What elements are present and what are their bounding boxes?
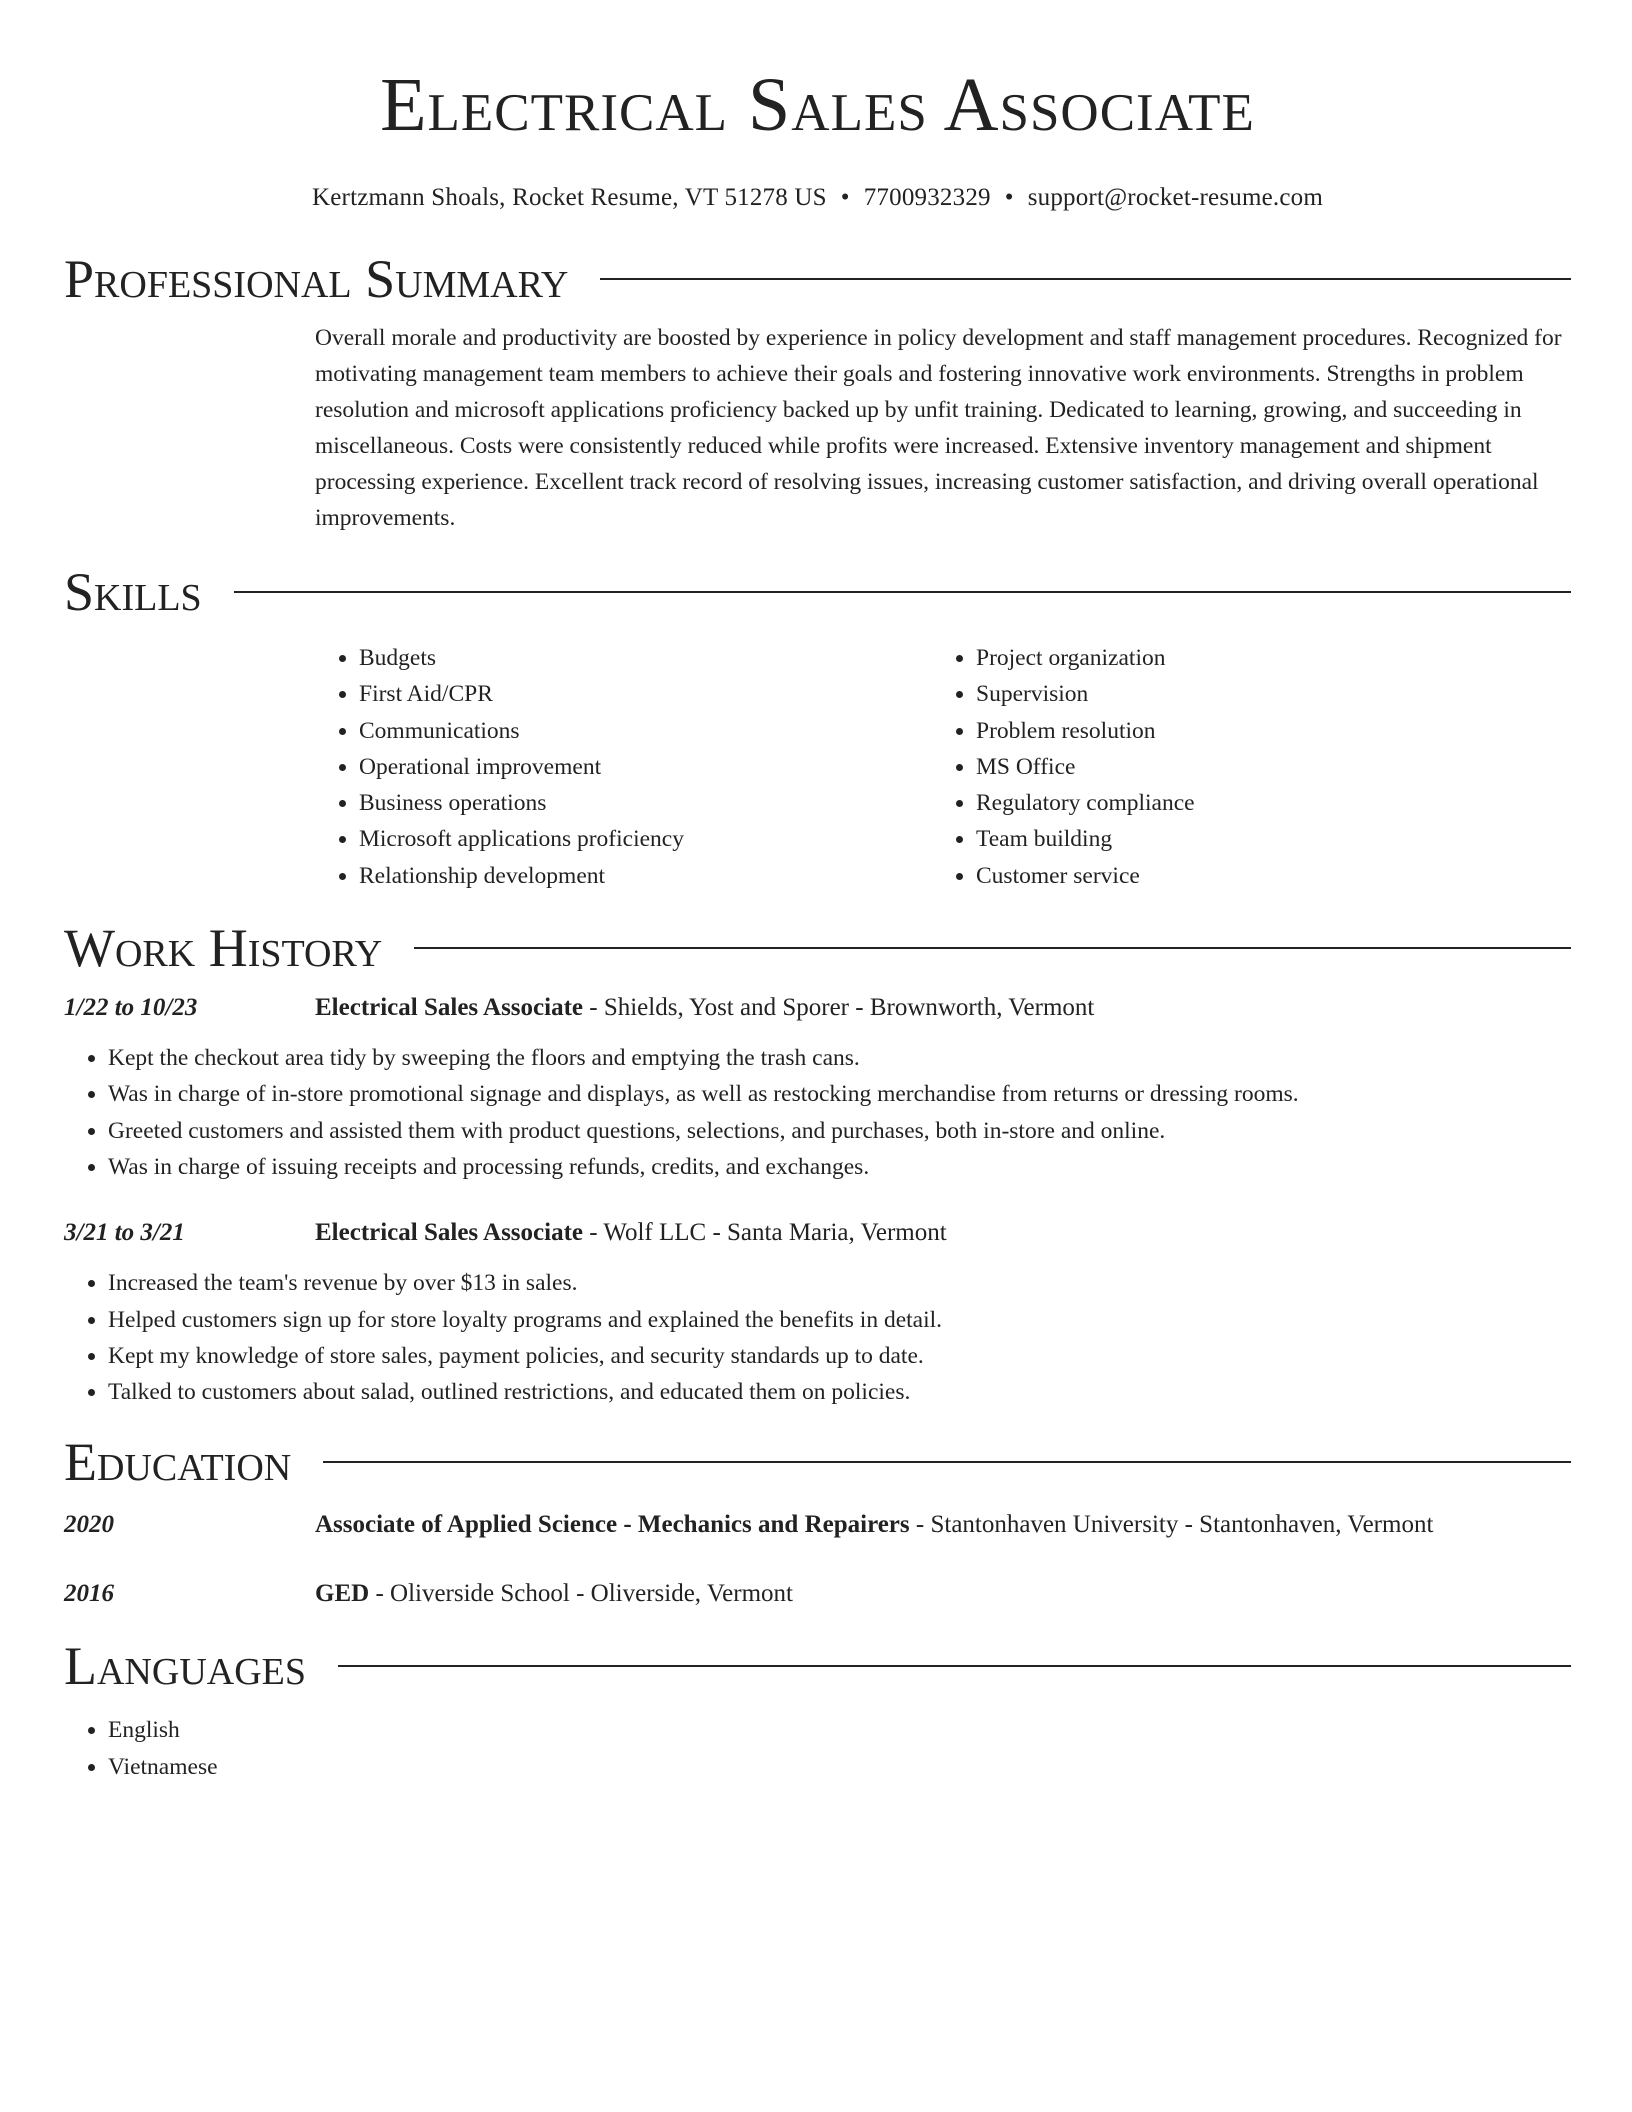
skill-item: • Supervision	[976, 676, 1549, 712]
contact-email: support@rocket-resume.com	[1027, 184, 1323, 211]
education-date: 2016	[64, 1580, 114, 1608]
skill-item: • Business operations	[359, 785, 932, 821]
skill-item: • Customer service	[976, 858, 1549, 894]
summary-section-header	[64, 247, 1571, 311]
contact-address: Kertzmann Shoals, Rocket Resume, VT 51278 US	[312, 184, 827, 211]
skill-item: • Operational improvement	[359, 749, 932, 785]
skill-item: • First Aid/CPR	[359, 676, 932, 712]
work-entry	[64, 990, 1571, 1185]
education-date: 2020	[64, 1511, 114, 1539]
skill-item: • Microsoft applications proficiency	[359, 821, 932, 857]
job-bullet: • Greeted customers and assisted them with product questions, selections, and purchases, both in-store and online.	[108, 1113, 1571, 1149]
work-title-line	[315, 1215, 947, 1251]
skill-item: • Communications	[359, 713, 932, 749]
job-details: - Wolf LLC - Santa Maria, Vermont	[583, 1219, 947, 1247]
work-title-line	[315, 990, 1094, 1026]
education-section-header	[64, 1430, 1571, 1494]
skill-item: • Team building	[976, 821, 1549, 857]
skills-list	[315, 640, 1571, 894]
job-role: Electrical Sales Associate	[315, 994, 583, 1022]
summary-text: Overall morale and productivity are boosted by experience in policy development and staff management procedures. Recognized for motivating management team members to achieve their goals and fostering innovative work environments. Strengths in problem resolution and microsoft applications proficiency backed up by unfit training. Dedicated to learning, growing, and succeeding in miscellaneous. Costs were consistently reduced while profits were increased. Extensive inventory management and shipment processing experience. Excellent track record of resolving issues, increasing customer satisfaction, and driving overall operational improvements.	[315, 325, 1562, 531]
contact-separator: •	[840, 184, 850, 211]
job-bullet: • Was in charge of issuing receipts and processing refunds, credits, and exchanges.	[108, 1149, 1571, 1185]
section-divider	[234, 591, 1571, 593]
section-divider	[600, 278, 1571, 280]
job-bullet: • Kept my knowledge of store sales, payment policies, and security standards up to date.	[108, 1338, 1571, 1374]
work-section-header	[64, 916, 1571, 980]
contact-phone: 7700932329	[863, 184, 991, 211]
languages-title: Languages	[64, 1636, 306, 1697]
language-item: • English	[108, 1712, 1571, 1748]
skills-column-right	[932, 640, 1549, 894]
degree-name: Associate of Applied Science - Mechanics and Repairers	[315, 1511, 910, 1539]
education-title-line	[315, 1576, 793, 1612]
school-details: - Oliverside School - Oliverside, Vermont	[369, 1580, 793, 1608]
job-bullet: • Increased the team's revenue by over $13 in sales.	[108, 1265, 1571, 1301]
work-date: 1/22 to 10/23	[64, 994, 198, 1022]
summary-title: Professional Summary	[64, 249, 569, 309]
skill-item: • Project organization	[976, 640, 1549, 676]
skill-item: • Regulatory compliance	[976, 785, 1549, 821]
job-bullets	[64, 1265, 1571, 1410]
school-details: - Stantonhaven University - Stantonhaven, Vermont	[909, 1511, 1434, 1539]
skill-item: • Problem resolution	[976, 713, 1549, 749]
job-bullets	[64, 1040, 1571, 1185]
work-date: 3/21 to 3/21	[64, 1219, 185, 1247]
job-bullet: • Helped customers sign up for store loyalty programs and explained the benefits in detail.	[108, 1302, 1571, 1338]
education-entry	[64, 1576, 1571, 1612]
resume-page	[64, 0, 1571, 1785]
work-entry	[64, 1215, 1571, 1410]
languages-list	[64, 1712, 1571, 1785]
contact-line	[64, 182, 1571, 214]
skills-title: Skills	[64, 562, 202, 622]
language-item: • Vietnamese	[108, 1749, 1571, 1785]
job-details: - Shields, Yost and Sporer - Brownworth, Vermont	[583, 994, 1095, 1022]
resume-name: Electrical Sales Associate	[380, 63, 1255, 147]
section-divider	[323, 1461, 1571, 1463]
skills-section-header	[64, 560, 1571, 624]
job-bullet: • Was in charge of in-store promotional signage and displays, as well as restocking merchandise from returns or dressing rooms.	[108, 1076, 1571, 1112]
section-divider	[414, 947, 1571, 949]
degree-name: GED	[315, 1580, 370, 1608]
skill-item: • Relationship development	[359, 858, 932, 894]
contact-separator: •	[1004, 184, 1014, 211]
work-title: Work History	[64, 918, 383, 979]
job-bullet: • Kept the checkout area tidy by sweeping the floors and emptying the trash cans.	[108, 1040, 1571, 1076]
job-role: Electrical Sales Associate	[315, 1219, 583, 1247]
languages-section-header	[64, 1634, 1571, 1698]
education-title-line	[315, 1507, 1433, 1543]
education-title: Education	[64, 1432, 292, 1493]
skill-item: • MS Office	[976, 749, 1549, 785]
skill-item: • Budgets	[359, 640, 932, 676]
job-bullet: • Talked to customers about salad, outlined restrictions, and educated them on policies.	[108, 1374, 1571, 1410]
section-divider	[338, 1665, 1571, 1667]
skills-column-left	[315, 640, 932, 894]
education-entry	[64, 1507, 1571, 1543]
